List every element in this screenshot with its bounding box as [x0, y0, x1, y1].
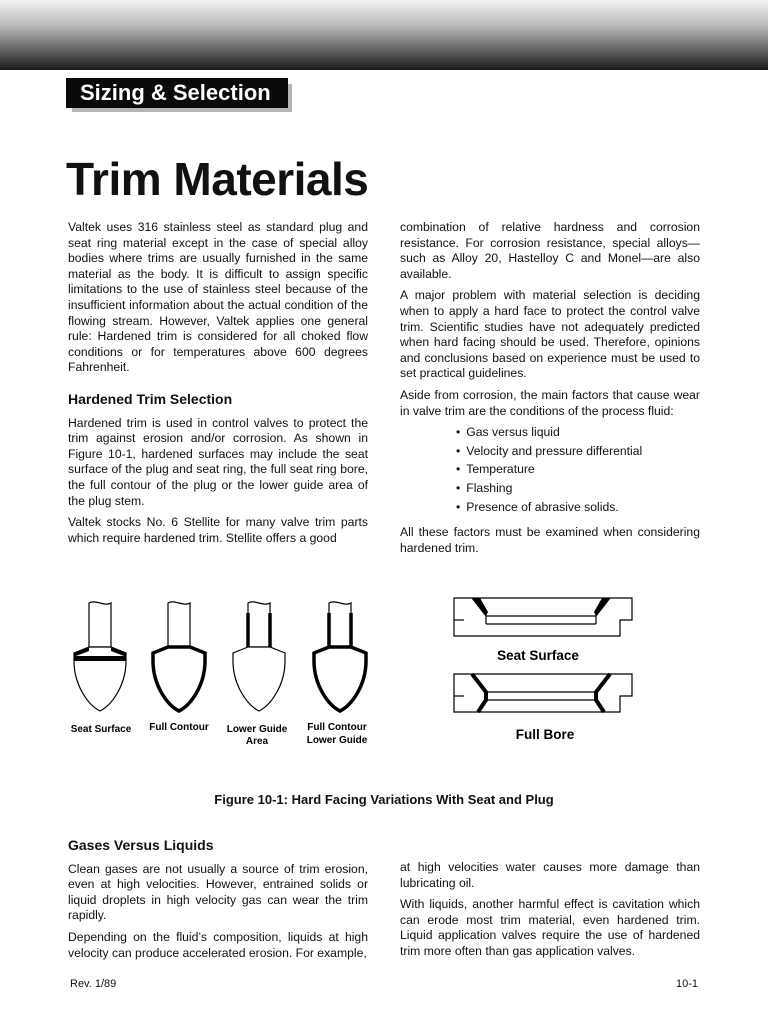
- intro-paragraph: Valtek uses 316 stainless steel as standard plug and seat ring material except in the case of special alloy bodies where trims are usually furnished in the same material as the body. It is difficult to assign specific limitations to the use of stainless steel because of the insufficient information about the actual condition of the flowing stream. However, Valtek applies one general rule: Hardened trim is considered for all choked flow conditions or for temperatures above 600 degrees Fahrenheit.: [68, 220, 368, 375]
- gases-left-column: [68, 838, 368, 967]
- header-gradient-bar: [0, 0, 768, 70]
- right-paragraph-1: combination of relative hardness and corrosion resistance. For corrosion resistance, special alloys—such as Alloy 20, Hastelloy C and Monel—are also available.: [400, 220, 700, 281]
- gases-paragraph-4: With liquids, another harmful effect is cavitation which can erode most trim material, even hardened trim. Liquid application valves require the use of hardened trim more often than gas application valves.: [400, 897, 700, 958]
- seat-ring-full-bore-drawing: [454, 674, 632, 712]
- seat-label-full-bore: Full Bore: [515, 727, 575, 742]
- wear-factors-list: [400, 425, 700, 515]
- list-item: • Flashing: [456, 481, 700, 497]
- plug-diagrams: [60, 595, 380, 755]
- right-paragraph-4: All these factors must be examined when considering hardened trim.: [400, 525, 700, 555]
- gases-right-column: [400, 860, 700, 966]
- left-column: [68, 220, 368, 552]
- list-item: • Velocity and pressure differential: [456, 444, 700, 460]
- right-paragraph-2: A major problem with material selection is deciding when to apply a hard face to protect the control valve trim. Scientific studies have not adequately predicted when hard facing should be used. Therefore, opinions and conclusions based on experience must be used to set practical guidelines.: [400, 288, 700, 381]
- section-tab: [66, 78, 292, 112]
- list-item: • Temperature: [456, 462, 700, 478]
- plug-label-seat-surface: Seat Surface: [70, 724, 132, 735]
- seat-ring-diagrams: [448, 592, 648, 752]
- plug-label-area: Area: [245, 736, 269, 747]
- right-column: [400, 220, 700, 562]
- plug-label-full-contour: Full Contour: [149, 722, 209, 733]
- plug-label-lower-guide: Lower Guide: [226, 724, 288, 735]
- plug-seat-surface-drawing: [74, 602, 126, 711]
- seat-label-seat-surface: Seat Surface: [497, 648, 579, 663]
- right-paragraph-3: Aside from corrosion, the main factors that cause wear in valve trim are the conditions of the process fluid:: [400, 387, 700, 418]
- plug-label-lower-guide-2: Lower Guide: [306, 735, 368, 746]
- hardened-paragraph-2: Valtek stocks No. 6 Stellite for many valve trim parts which require hardened trim. Stellite offers a good: [68, 515, 368, 545]
- figure-caption: Figure 10-1: Hard Facing Variations With Seat and Plug: [214, 792, 554, 807]
- plug-full-contour-lower-guide-drawing: [314, 602, 366, 711]
- gases-heading: Gases Versus Liquids: [68, 837, 214, 853]
- plug-full-contour-drawing: [153, 602, 205, 711]
- plug-label-full-contour-2: Full Contour: [307, 722, 367, 733]
- hardened-paragraph-1: Hardened trim is used in control valves to protect the trim against erosion and/or corrosion. As shown in Figure 10-1, hardened surfaces may include the seat surface of the plug and seat ring, the full seat ring bore, the full contour of the plug or the lower guide area of the plug stem.: [68, 415, 368, 508]
- list-item: • Presence of abrasive solids.: [456, 500, 700, 516]
- footer-page-number: 10-1: [676, 978, 699, 990]
- list-item: • Gas versus liquid: [456, 425, 700, 441]
- gases-paragraph-2: Depending on the fluid’s composition, liquids at high velocity can produce accelerated erosion. For example,: [68, 929, 368, 960]
- gases-paragraph-1: Clean gases are not usually a source of trim erosion, even at high velocities. However, entrained solids or liquid droplets in high velocity gas can wear the trim rapidly.: [68, 861, 368, 923]
- plug-lower-guide-drawing: [233, 602, 285, 711]
- section-tab-label: Sizing & Selection: [66, 78, 288, 108]
- footer-revision: Rev. 1/89: [70, 978, 117, 990]
- page-title: Trim Materials: [66, 153, 369, 205]
- gases-paragraph-3: at high velocities water causes more damage than lubricating oil.: [400, 860, 700, 890]
- seat-ring-seat-surface-drawing: [454, 598, 632, 636]
- hardened-heading: Hardened Trim Selection: [68, 390, 233, 407]
